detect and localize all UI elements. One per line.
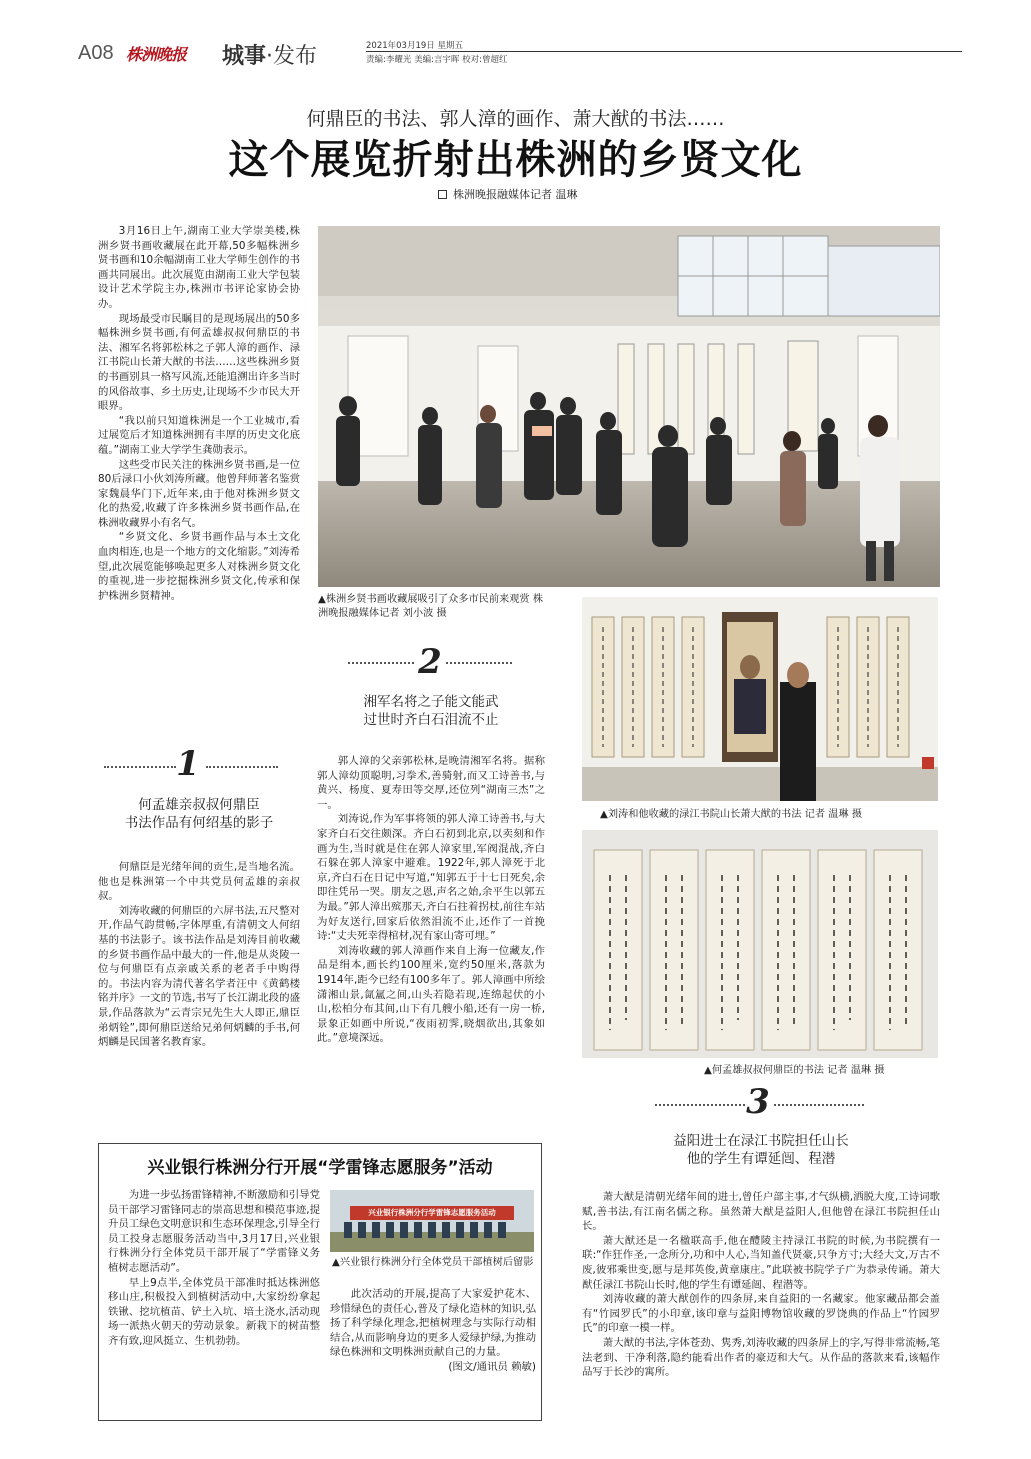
section1-paragraph: 何鼎臣是光绪年间的贡生,是当地名流。他也是株洲第一个中共党员何孟雄的亲叔叔。: [98, 861, 300, 903]
section2-dots-right: [446, 662, 512, 664]
byline: [438, 186, 578, 202]
section2-body: [317, 754, 545, 1046]
bank-news-paragraph: 为进一步弘扬雷锋精神,不断激励和引导党员干部学习雷锋同志的崇高思想和模范事迹,提升员工绿色文明意识和生态环保理念,引导全行员工投身志愿服务活动当中,3月17日,兴业银行株洲分行全体党员干部开展了“学雷锋义务植树志愿活动”。: [108, 1189, 320, 1274]
bank-news-title: 兴业银行株洲分行开展“学雷锋志愿服务”活动: [147, 1158, 493, 1178]
calligraphy-photo: [582, 830, 938, 1058]
intro-paragraph: 3月16日上午,湖南工业大学崇美楼,株洲乡贤书画收藏展在此开幕,50多幅株洲乡贤书画和10余幅湖南工业大学师生创作的书画共同展出。此次展览由湖南工业大学包装设计艺术学院主办,株洲市书评论家协会协办。: [98, 225, 300, 310]
section2-heading: [318, 693, 544, 729]
section3-paragraph: 萧大猷还是一名楹联高手,他在醴陵主持渌江书院的时候,为书院撰有一联:“作狂作圣,一念所分,功和中人心,当知盖代贤豪,只争方寸;大经大文,万古不废,彼邪乘世变,愿与是邦英俊,黄章康庄。”此联被书院学子广为恭录传诵。萧大猷任渌江书院山长时,他的学生有谭延闿、程潜等。: [582, 1234, 940, 1291]
bank-news-paragraph: 早上9点半,全体党员干部准时抵达株洲悠移山庄,积极投入到植树活动中,大家纷纷拿起铁锹、挖坑植苗、铲土入坑、培土浇水,活动现场一派热火朝天的劳动景象。新栽下的树苗整齐有致,迎风挺立、生机勃勃。: [108, 1276, 320, 1347]
section3-paragraph: 萧大猷是清朝光绪年间的进士,曾任户部主事,才气纵横,洒脱大度,工诗词歌赋,善书法,有江南名儒之称。虽然萧大猷是益阳人,但他曾在渌江书院担任山长。: [582, 1191, 940, 1233]
bank-news-left-column: [108, 1188, 320, 1349]
intro-column: [98, 224, 300, 603]
section3-heading: [582, 1132, 940, 1168]
section2-heading-line2: 过世时齐白石泪流不止: [363, 712, 499, 728]
section2-number: 2: [418, 642, 442, 682]
section3-body: [582, 1190, 940, 1380]
section1-heading: [98, 796, 300, 832]
section3-heading-line2: 他的学生有谭延闿、程潜: [686, 1151, 836, 1167]
editors-line: 责编:李耀光 美编:言宇晖 校对:曾超红: [366, 55, 508, 65]
headline-kicker: 何鼎臣的书法、郭人漳的画作、萧大猷的书法……: [306, 108, 725, 130]
portrait-photo: [582, 597, 938, 801]
section-separator: ·: [266, 44, 274, 69]
section-main: 城事: [222, 44, 267, 69]
portrait-caption: ▲刘涛和他收藏的渌江书院山长萧大猷的书法 记者 温琳 摄: [600, 809, 863, 820]
section1-paragraph: 刘涛收藏的何鼎臣的六屏书法,五尺整对开,作品气韵贯畅,字体厚重,有清朝文人何绍基的书法影子。该书法作品是刘涛目前收藏的乡贤书画作品中最大的一件,他是从炎陵一位与何鼎臣有点亲戚关系的老者手中购得的。书法内容为清代著名学者汪中《黄鹤楼铭并序》一文的节选,书写了长江湖北段的盛景,作品落款为“云青宗兄先生大人即正,鼎臣弟炳铨”,即何鼎臣送给兄弟何炳麟的手书,何炳麟是民国著名教育家。: [98, 904, 300, 1049]
tree-planting-banner-text: 兴业银行株洲分行学雷锋志愿服务活动: [368, 1208, 496, 1217]
calligraphy-caption: ▲何孟雄叔叔何鼎臣的书法 记者 温琳 摄: [704, 1065, 885, 1076]
section2-paragraph: 郭人漳的父亲郭松林,是晚清湘军名将。据称郭人漳幼顶聪明,习拳术,善骑射,而又工诗善书,与黄兴、杨度、夏寿田等交厚,还位列“湖南三杰”之一。: [317, 755, 545, 811]
newspaper-logo: 株洲晚报: [126, 45, 187, 64]
section-sub: 发布: [273, 44, 318, 69]
tree-planting-caption: ▲兴业银行株洲分行全体党员干部植树后留影: [332, 1257, 534, 1268]
section1-body: [98, 860, 300, 1050]
section1-heading-line1: 何孟雄亲叔叔何鼎臣: [138, 797, 260, 813]
bank-news-right-column: [330, 1287, 536, 1375]
byline-text: 株洲晚报融媒体记者 温琳: [453, 188, 578, 201]
intro-paragraph: 这些受市民关注的株洲乡贤书画,是一位80后渌口小伙刘涛所藏。他曾拜师著名鉴赏家魏晨华门下,近年来,由于他对株洲乡贤文化的热爱,收藏了许多株洲乡贤书画作品,在株洲收藏界小有名气。: [98, 458, 300, 529]
main-photo-caption: ▲株洲乡贤书画收藏展吸引了众多市民前来观赏 株洲晚报融媒体记者 刘小波 摄: [318, 594, 544, 619]
header-rule: [366, 51, 962, 52]
section1-number: 1: [176, 744, 200, 784]
section2-dots-left: [348, 662, 414, 664]
bank-news-paragraph: 此次活动的开展,提高了大家爱护花木、珍惜绿色的责任心,普及了绿化造林的知识,弘扬了科学绿化理念,把植树理念与实际行动相结合,从而影响身边的更多人爱绿护绿,为推动绿色株洲和文明株洲贡献自己的力量。: [330, 1288, 536, 1359]
page-number: A08: [78, 42, 114, 64]
section2-heading-line1: 湘军名将之子能文能武: [363, 694, 499, 710]
section1-heading-line2: 书法作品有何绍基的影子: [124, 815, 274, 831]
byline-box-icon: [438, 190, 447, 199]
section3-number: 3: [746, 1082, 770, 1122]
section-title: [222, 39, 317, 70]
main-exhibition-photo: [318, 226, 940, 587]
section2-paragraph: 刘涛收藏的郭人漳画作来自上海一位藏友,作品是绢本,画长约100厘米,宽约50厘米,落款为1914年,距今已经有100多年了。郭人漳画中所绘潇湘山景,氤氲之间,山头若隐若现,连绵起伏的小山,松柏分布其间,山下有几艘小船,还有一房一桥,景象正如画中所说,“夜雨初霁,晓烟欲出,其象如此。”意境深远。: [317, 944, 545, 1045]
section3-dots-right: [774, 1104, 864, 1106]
headline-title: 这个展览折射出株洲的乡贤文化: [228, 137, 803, 183]
section3-heading-line1: 益阳进士在渌江书院担任山长: [673, 1133, 849, 1149]
section2-paragraph: 刘涛说,作为军事将领的郭人漳工诗善书,与大家齐白石交往颇深。齐白石初到北京,以卖刻和作画为生,当时就是住在郭人漳家里,军阀混战,齐白石躲在郭人漳家中避难。1922年,郭人漳死于北京,齐白石在日记中写道,“知郭五于十七日死矣,余即往凭吊一哭。朋友之恩,声名之始,余平生以郭五为最。”郭人漳出殡那天,齐白石拄着拐杖,前往车站为好友送行,回家后依然泪流不止,还作了一首挽诗:“丈夫死幸得棺材,况有家山寄可埋。”: [317, 813, 545, 943]
section3-dots-left: [655, 1104, 745, 1106]
section1-dots-left: [104, 766, 176, 768]
intro-paragraph: “我以前只知道株洲是一个工业城市,看过展览后才知道株洲拥有丰厚的历史文化底蕴。”湖南工业大学学生龚勋表示。: [98, 414, 300, 456]
section1-dots-right: [206, 766, 278, 768]
section3-paragraph: 刘涛收藏的萧大猷创作的四条屏,来自益阳的一名藏家。他家藏品都会盖有“竹园罗氏”的小印章,该印章与益阳博物馆收藏的罗饶典的作品上“竹园罗氏”的印章一模一样。: [582, 1293, 940, 1335]
intro-paragraph: 现场最受市民瞩目的是现场展出的50多幅株洲乡贤书画,有何孟雄叔叔何鼎臣的书法、湘军名将郭松林之子郭人漳的画作、渌江书院山长萧大猷的书法……这些株洲乡贤的书画别具一格写风流,还能追溯出许多当时的风俗故事、乡土历史,让现场不少市民大开眼界。: [98, 312, 300, 413]
intro-paragraph: “乡贤文化、乡贤书画作品与本土文化血肉相连,也是一个地方的文化缩影。”刘涛希望,此次展览能够唤起更多人对株洲乡贤文化的重视,进一步挖掘株洲乡贤文化,传承和保护株洲乡贤精神。: [98, 531, 300, 602]
tree-planting-photo: [330, 1190, 534, 1252]
bank-news-credit: (图文/通讯员 赖敏): [448, 1360, 536, 1373]
section3-paragraph: 萧大猷的书法,字体苍劲、隽秀,刘涛收藏的四条屏上的字,写得非常流畅,笔法老到、干净利落,隐约能看出作者的豪迈和大气。从作品的落款来看,该幅作品写于长沙的寓所。: [582, 1336, 940, 1379]
issue-date: 2021年03月19日 星期五: [366, 41, 463, 51]
